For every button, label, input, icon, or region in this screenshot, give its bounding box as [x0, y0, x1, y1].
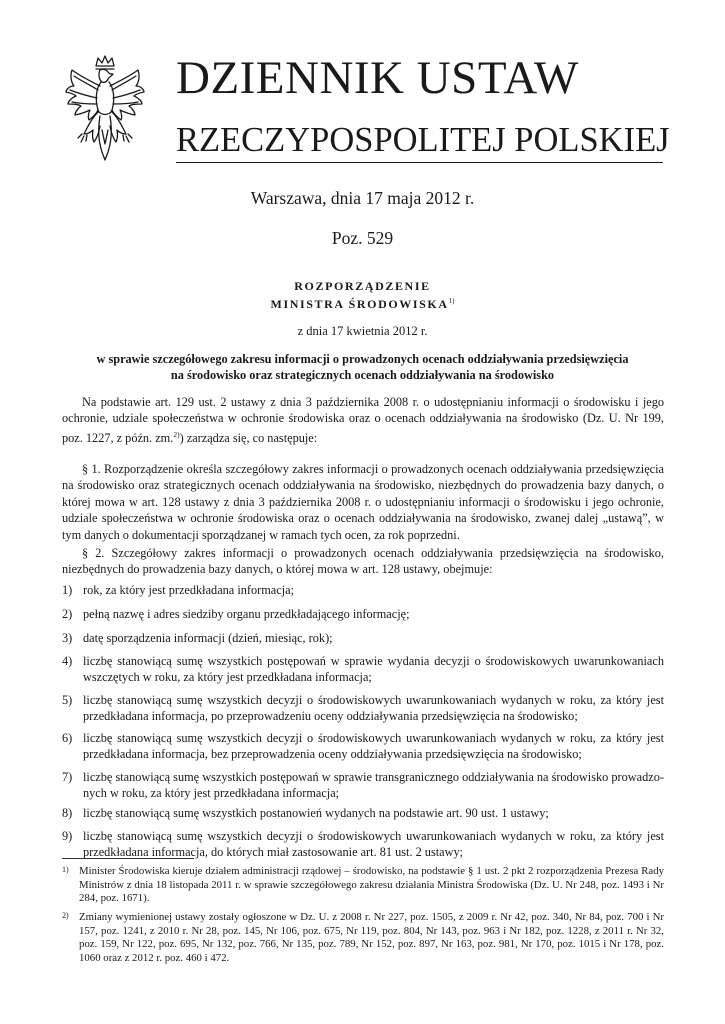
list-item — [62, 653, 664, 686]
footnote-ref-2: 2) — [173, 429, 180, 439]
list-item-number: 8) — [62, 806, 73, 820]
paragraph-2 — [62, 545, 664, 578]
footnote-number: 1) — [62, 865, 69, 874]
footnote — [62, 865, 664, 906]
act-subject-line-2: na środowisko oraz strategicznych ocenach oddziaływania na środowisko — [170, 368, 555, 382]
list-item — [62, 769, 664, 802]
preamble-text-b: ) zarządza się, co następuje: — [179, 430, 318, 445]
preamble — [62, 394, 664, 446]
list-item-number: 6) — [62, 731, 73, 745]
header-rule — [176, 162, 663, 163]
list-item-text: liczbę stanowiącą sumę wszystkich postanowień wydanych na podstawie art. 90 ust. 1 ustawy; — [83, 806, 549, 820]
act-date: z dnia 17 kwietnia 2012 r. — [297, 324, 428, 338]
list-item-text: liczbę stanowiącą sumę wszystkich decyzji o środowiskowych uwarunkowaniach wydanych w roku, za który jest przedkładana informacja, do których miał zastosowanie art. 81 ust. 2 ustawy; — [83, 829, 664, 860]
list-item-text: liczbę stanowiącą sumę wszystkich postępowań w sprawie wydania decyzji o środowiskowych uwarunkowaniach wszczętych w roku, za który jest przedkładana informacja; — [83, 654, 664, 685]
list-item-number: 2) — [62, 607, 73, 621]
act-subject-line-1: w sprawie szczegółowego zakresu informacji o prowadzonych ocenach oddziaływania przedsięwzięcia — [96, 352, 629, 366]
list-item-number: 1) — [62, 583, 73, 597]
list-item-text: rok, za który jest przedkładana informacja; — [83, 583, 295, 597]
list-item-number: 5) — [62, 693, 73, 707]
footnote-text: Zmiany wymienionej ustawy zostały ogłoszone w Dz. U. z 2008 r. Nr 227, poz. 1505, z 2009 r. Nr 42, poz. 340, Nr 84, poz. 700 i Nr 157, poz. 1241, z 2010 r. Nr 28, poz. 145, Nr 106, poz. 675, Nr 119, poz. 804, Nr 143, poz. 963 i Nr 182, poz. 1228, z 2011 r. Nr 32, poz. 159, Nr 122, poz. 695, Nr 132, poz. 766, Nr 135, poz. 789, Nr 152, poz. 897, Nr 163, poz. 981, Nr 170, poz. 1015 i Nr 178, poz. 1060 oraz z 2012 r. poz. 460 i 472. — [79, 911, 664, 964]
list-item-text: pełną nazwę i adres siedziby organu przedkładającego informację; — [83, 607, 410, 621]
publication-date: Warszawa, dnia 17 maja 2012 r. — [250, 188, 475, 208]
list-item-text: liczbę stanowiącą sumę wszystkich decyzji o środowiskowych uwarunkowaniach wydanych w roku, za który jest przedkładana informacja, po przeprowadzeniu oceny oddziaływania przedsięwzięcia na środowisko; — [83, 693, 664, 724]
list-item — [62, 606, 664, 622]
footnote-text: Minister Środowiska kieruje działem administracji rządowej – środowisko, na podstawie § 1 ust. 2 pkt 2 rozporządzenia Prezesa Rady Ministrów z dnia 18 listopada 2011 r. w sprawie szczegółowego zakresu działania Ministra Środowiska (Dz. U. Nr 248, poz. 1493 i Nr 284, poz. 1671). — [79, 865, 664, 905]
list-item-number: 7) — [62, 770, 73, 784]
white-eagle-emblem-icon — [58, 52, 152, 164]
list-item-number: 3) — [62, 631, 73, 645]
list-item — [62, 828, 664, 861]
list-item-number: 9) — [62, 829, 73, 843]
list-item — [62, 730, 664, 763]
act-type: ROZPORZĄDZENIE — [294, 279, 431, 293]
act-subject — [60, 351, 665, 383]
footnote-rule — [62, 858, 194, 859]
list-item — [62, 805, 664, 821]
list-item — [62, 630, 664, 646]
list-item-text: liczbę stanowiącą sumę wszystkich postępowań w sprawie transgranicznego oddziaływania na środowisko prowadzonych w roku, za który jest przedkładana informacja; — [83, 770, 664, 801]
act-issuer-text: MINISTRA ŚRODOWISKA — [270, 297, 449, 311]
preamble-text-a: Na podstawie art. 129 ust. 2 ustawy z dnia 3 października 2008 r. o udostępnianiu informacji o środowisku i jego ochronie, udziale społeczeństwa w ochronie środowiska oraz o ocenach oddziaływania na środowisko (Dz. U. Nr 199, poz. 1227, z późn. zm. — [62, 395, 664, 445]
footnote-ref-1: 1) — [448, 297, 455, 305]
footnote — [62, 911, 664, 965]
list-item-text: liczbę stanowiącą sumę wszystkich decyzji o środowiskowych uwarunkowaniach wydanych w roku, za który jest przedkładana informacja, bez przeprowadzenia oceny oddziaływania przedsięwzięcia na środowisko; — [83, 731, 664, 762]
list-item-text: datę sporządzenia informacji (dzień, miesiąc, rok); — [83, 631, 333, 645]
paragraph-1 — [62, 461, 664, 543]
paragraph-2-text: § 2. Szczegółowy zakres informacji o prowadzonych ocenach oddziaływania przedsięwzięcia na środowisko, niezbędnych do prowadzenia bazy danych, o której mowa w art. 128 ustawy, obejmuje: — [62, 546, 664, 577]
journal-subtitle: RZECZYPOSPOLITEJ POLSKIEJ — [176, 121, 670, 159]
list-item — [62, 582, 664, 598]
journal-title: DZIENNIK USTAW — [176, 52, 579, 104]
list-item-number: 4) — [62, 654, 73, 668]
position-number: Poz. 529 — [331, 228, 394, 248]
list-item — [62, 692, 664, 725]
footnote-number: 2) — [62, 911, 69, 920]
act-issuer — [60, 297, 665, 312]
paragraph-1-text: § 1. Rozporządzenie określa szczegółowy zakres informacji o prowadzonych ocenach oddziaływania przedsięwzięcia na środowisko oraz strategicznych ocenach oddziaływania na środowisko, niezbędnych do prowadzenia bazy danych, o której mowa w art. 128 ustawy z dnia 3 października 2008 r. o udostępnianiu informacji o środowisku i jego ochronie, udziale społeczeństwa w ochronie środowiska oraz o ocenach oddziaływania na środowisko, zwanej dalej „ustawą”, w tym danych o dokumentacji sporządzanej w ramach tych ocen, za rok poprzedni. — [62, 462, 664, 542]
